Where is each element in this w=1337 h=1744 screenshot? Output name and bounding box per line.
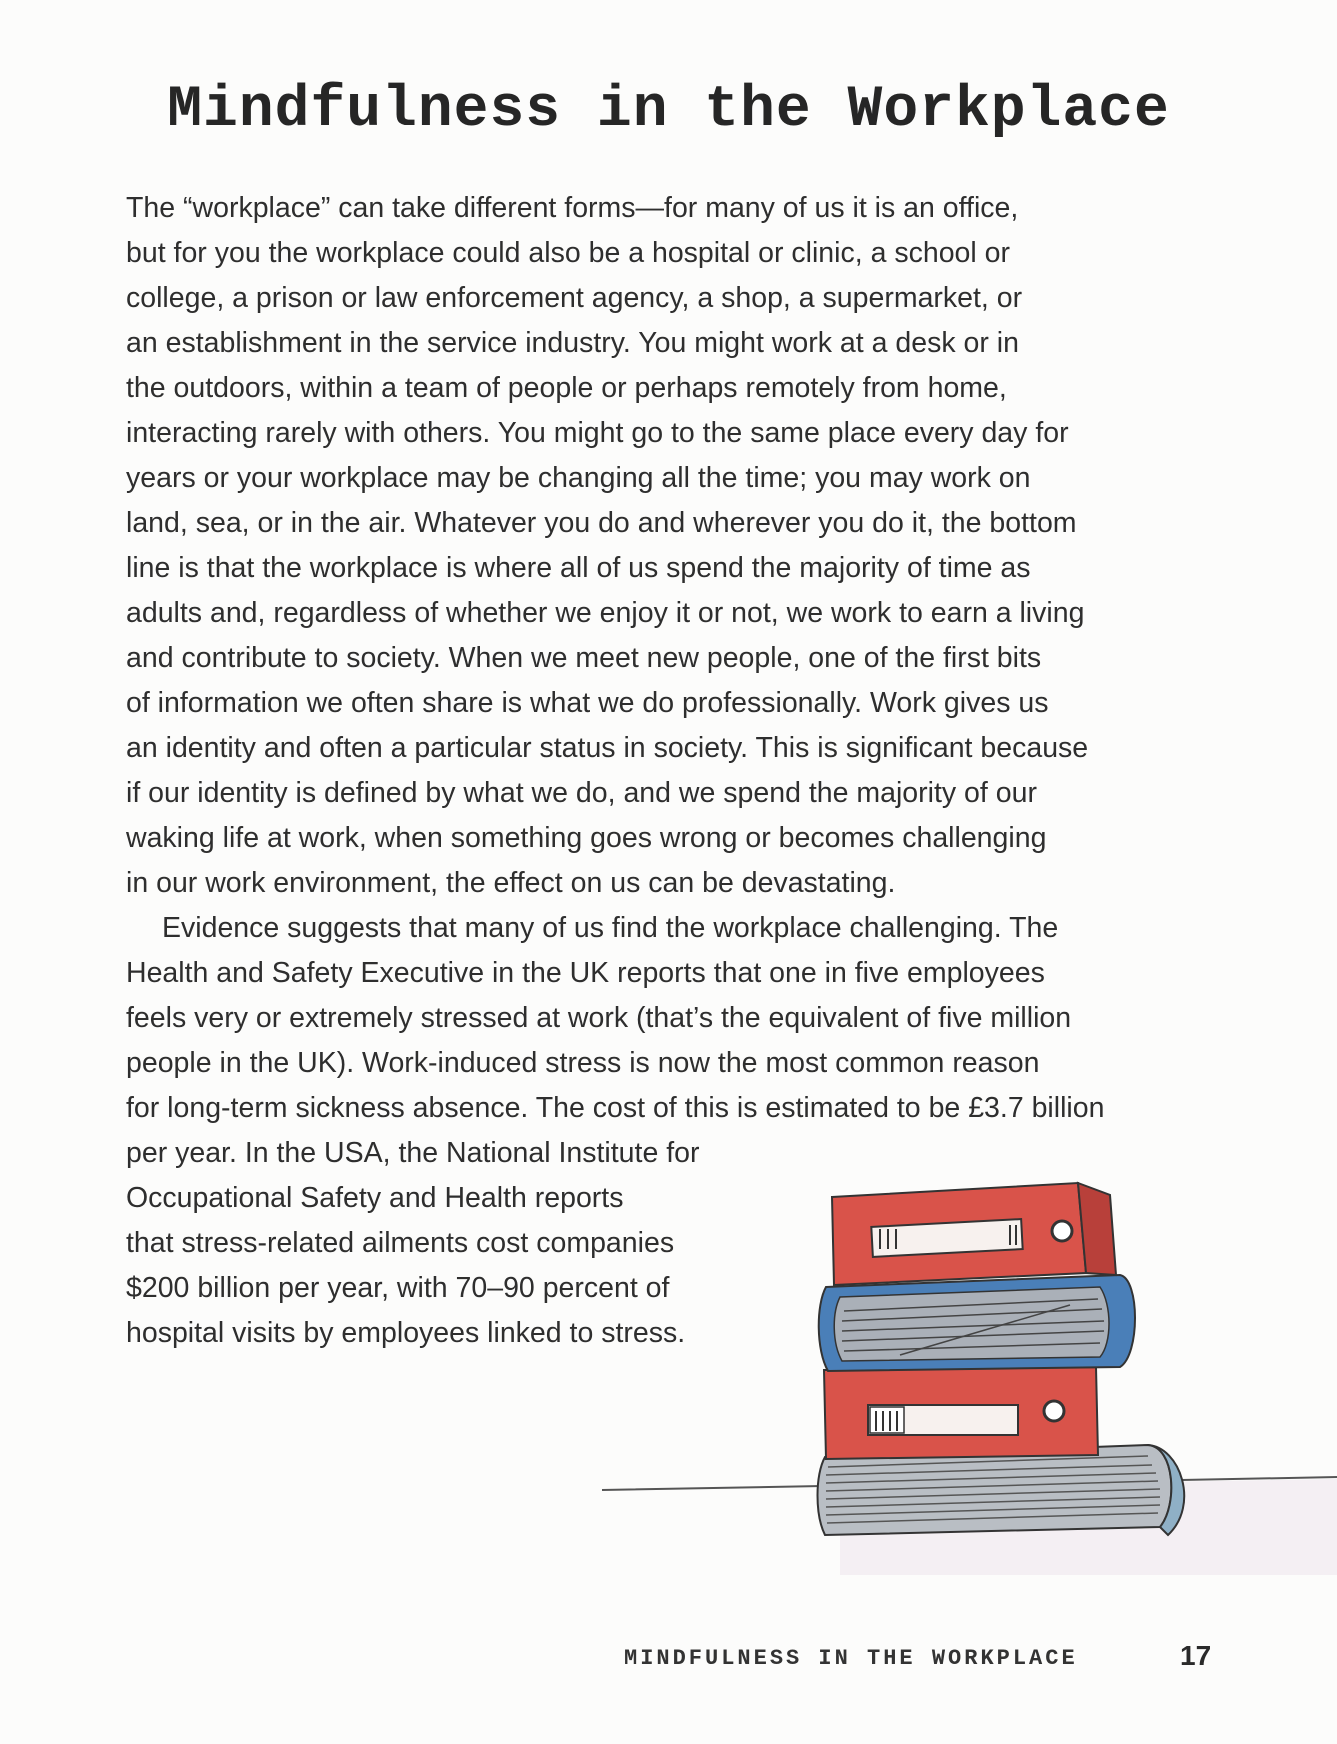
text-line: land, sea, or in the air. Whatever you do and wherever you do it, the bottom — [126, 507, 1077, 539]
text-line: hospital visits by employees linked to stress. — [126, 1317, 686, 1349]
text-line: adults and, regardless of whether we enjoy it or not, we work to earn a living — [126, 597, 1085, 629]
text-line: Occupational Safety and Health reports — [126, 1182, 624, 1214]
text-line: Health and Safety Executive in the UK reports that one in five employees — [126, 957, 1045, 989]
text-line: if our identity is defined by what we do, and we spend the majority of our — [126, 777, 1037, 809]
text-line: an identity and often a particular status in society. This is significant because — [126, 732, 1089, 764]
paragraph-1 — [126, 186, 1216, 906]
text-line: of information we often share is what we do professionally. Work gives us — [126, 687, 1049, 719]
text-line: interacting rarely with others. You might go to the same place every day for — [126, 417, 1069, 449]
text-line: line is that the workplace is where all of us spend the majority of time as — [126, 552, 1031, 584]
text-line: Evidence suggests that many of us find the workplace challenging. The — [162, 912, 1059, 944]
text-line: in our work environment, the effect on us can be devastating. — [126, 867, 896, 899]
text-line: the outdoors, within a team of people or perhaps remotely from home, — [126, 372, 1007, 404]
binders-drawing — [600, 1175, 1337, 1645]
text-line: an establishment in the service industry. You might work at a desk or in — [126, 327, 1019, 359]
text-line: but for you the workplace could also be a hospital or clinic, a school or — [126, 237, 1010, 269]
running-head: MINDFULNESS IN THE WORKPLACE — [624, 1646, 1078, 1671]
page-number: 17 — [1180, 1640, 1212, 1671]
text-line: $200 billion per year, with 70–90 percent of — [126, 1272, 670, 1304]
page-title: Mindfulness in the Workplace — [167, 78, 1170, 143]
text-line: people in the UK). Work-induced stress is now the most common reason — [126, 1047, 1040, 1079]
text-line: college, a prison or law enforcement agency, a shop, a supermarket, or — [126, 282, 1023, 314]
text-line: feels very or extremely stressed at work (that’s the equivalent of five million — [126, 1002, 1072, 1034]
text-line: per year. In the USA, the National Institute for — [126, 1137, 700, 1169]
text-line: years or your workplace may be changing all the time; you may work on — [126, 462, 1031, 494]
text-line: and contribute to society. When we meet new people, one of the first bits — [126, 642, 1042, 674]
text-line: for long-term sickness absence. The cost of this is estimated to be £3.7 billion — [126, 1092, 1105, 1124]
text-line: that stress-related ailments cost companies — [126, 1227, 675, 1259]
binders-illustration — [600, 1175, 1337, 1650]
text-line: waking life at work, when something goes wrong or becomes challenging — [126, 822, 1047, 854]
text-line: The “workplace” can take different forms—for many of us it is an office, — [126, 192, 1019, 224]
